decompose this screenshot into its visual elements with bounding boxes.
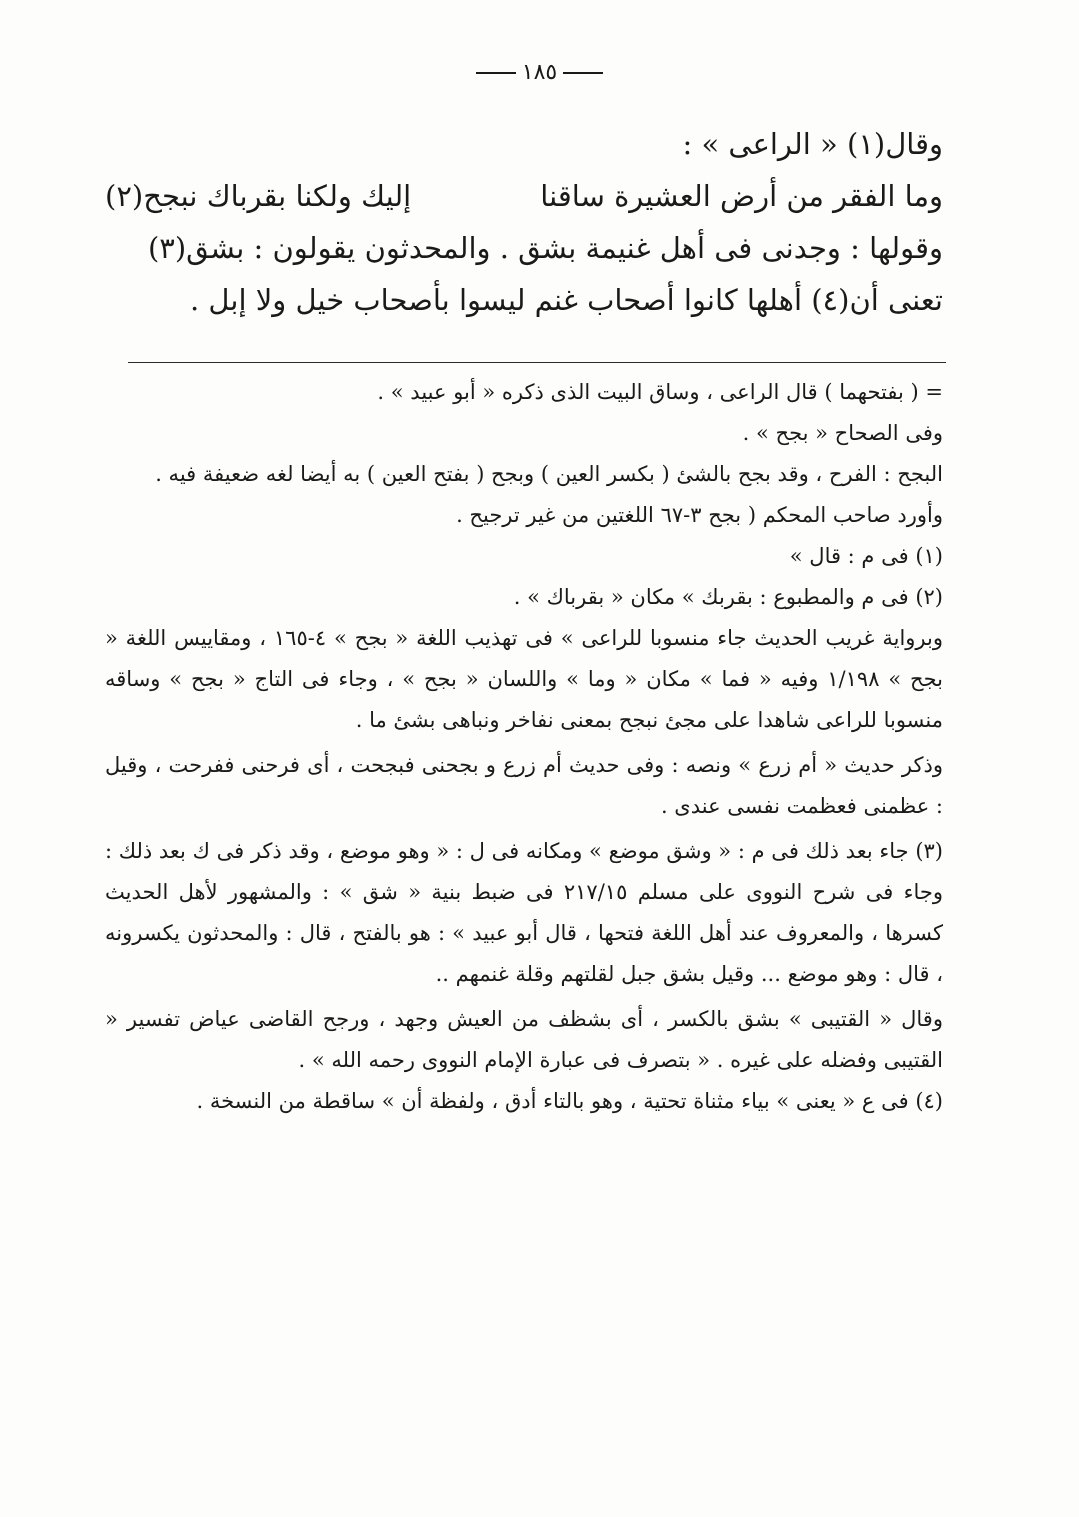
footnote-divider xyxy=(128,362,946,363)
main-text xyxy=(105,118,943,326)
note-bajah-definition: البجح : الفرح ، وقد بجح بالشئ ( بكسر العين ) وبجح ( بفتح العين ) به أيضا لغه ضعيفة فيه . xyxy=(155,462,943,486)
verse-line xyxy=(105,170,943,222)
note-muhkam: وأورد صاحب المحكم ( بجح ٣-٦٧ اللغتين من غير ترجيح . xyxy=(456,503,943,527)
note-umm-zar: وذكر حديث « أم زرع » ونصه : وفى حديث أم زرع و بجحنى فبجحت ، أى فرحنى ففرحت ، وقيل : عظمنى فعظمت نفسى عندى . xyxy=(105,753,943,818)
main-intro: وقال(١) « الراعى » : xyxy=(682,127,943,161)
page-number-dash-right xyxy=(563,72,603,74)
note-sihah: وفى الصحاح « بجح » . xyxy=(742,421,943,445)
page-number xyxy=(0,60,1079,85)
footnote-2: (٢) فى م والمطبوع : بقربك » مكان « بقرباك » . xyxy=(513,585,943,609)
footnote-4: (٤) فى ع « يعنى » بياء مثناة تحتية ، وهو بالتاء أدق ، ولفظة أن » ساقطة من النسخة . xyxy=(196,1089,943,1113)
note-riwaya: وبرواية غريب الحديث جاء منسوبا للراعى » فى تهذيب اللغة « بجح » ٤-١٦٥ ، ومقاييس اللغة « بجح » ١/١٩٨ وفيه « فما » مكان « وما » واللسان « بجح » ، وجاء فى التاج « بجح » وساقه منسوبا للراعى شاهدا على مجئ نبجح بمعنى نفاخر ونباهى بشئ ما . xyxy=(105,626,944,732)
page-number-text: ١٨٥ xyxy=(521,60,558,85)
footnotes xyxy=(105,372,943,1122)
footnote-3: (٣) جاء بعد ذلك فى م : « وشق موضع » ومكانه فى ل : « وهو موضع ، وقد ذكر فى ك بعد ذلك : وجاء فى شرح النووى على مسلم ٢١٧/١٥ فى ضبط بنية « شق » : والمشهور لأهل الحديث كسرها ، والمعروف عند أهل اللغة فتحها ، قال أبو عبيد » : هو بالفتح ، قال : والمحدثون يكسرونه ، قال : وهو موضع ... وقيل بشق جبل لقلتهم وقلة غنمهم .. xyxy=(105,839,943,986)
note-qutaybi: وقال « القتيبى » بشق بالكسر ، أى بشظف من العيش وجهد ، ورجح القاضى عياض تفسير « القتيبى وفضله على غيره . « بتصرف فى عبارة الإمام النووى رحمه الله » . xyxy=(105,1007,943,1072)
verse-second-hemistich: إليك ولكنا بقرباك نبجح(٢) xyxy=(105,179,412,213)
main-line-3: وقولها : وجدنى فى أهل غنيمة بشق . والمحدثون يقولون : بشق(٣) xyxy=(147,231,943,265)
page-number-dash-left xyxy=(476,72,516,74)
note-continuation: = ( بفتحهما ) قال الراعى ، وساق البيت الذى ذكره « أبو عبيد » . xyxy=(377,380,943,404)
main-line-4: تعنى أن(٤) أهلها كانوا أصحاب غنم ليسوا بأصحاب خيل ولا إبل . xyxy=(190,283,943,317)
verse-first-hemistich: وما الفقر من أرض العشيرة ساقنا xyxy=(540,179,943,213)
footnote-1: (١) فى م : قال » xyxy=(789,544,943,568)
